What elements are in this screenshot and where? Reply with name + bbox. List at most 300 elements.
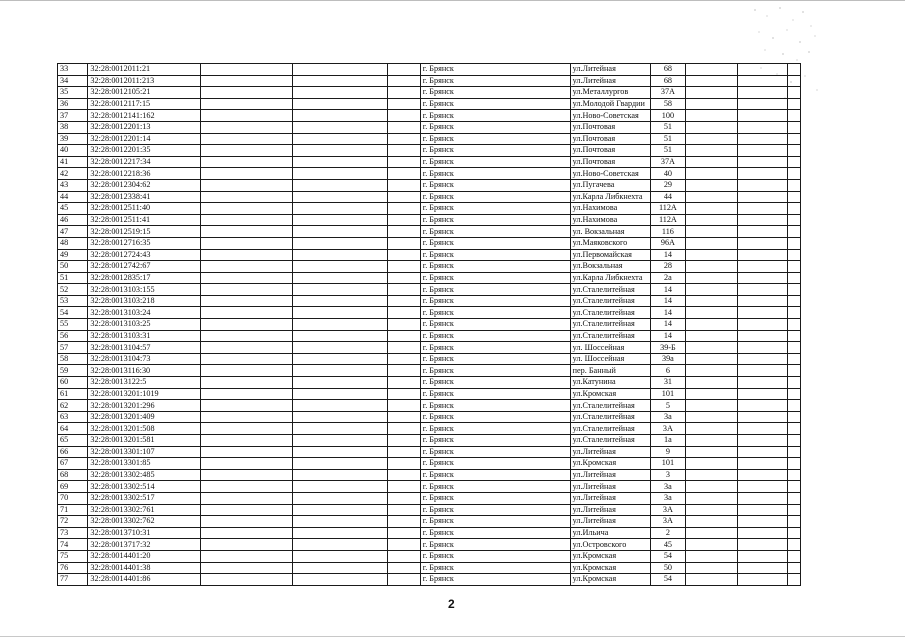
empty-cell [201, 527, 292, 539]
empty-cell [685, 145, 737, 157]
cadastral-number-cell: 32:28:0012338:41 [88, 191, 201, 203]
table-row [58, 191, 801, 203]
city-cell: г. Брянск [420, 226, 570, 238]
row-number-cell: 62 [58, 400, 88, 412]
empty-cell [292, 237, 388, 249]
empty-cell [292, 179, 388, 191]
cadastral-number-cell: 32:28:0013301:107 [88, 446, 201, 458]
empty-cell [685, 295, 737, 307]
city-cell: г. Брянск [420, 516, 570, 528]
house-number-cell: 58 [651, 98, 686, 110]
empty-cell [292, 284, 388, 296]
empty-cell [292, 562, 388, 574]
empty-cell [292, 64, 388, 76]
empty-cell [685, 179, 737, 191]
street-cell: ул.Катунина [570, 377, 650, 389]
empty-cell [737, 481, 787, 493]
empty-cell [388, 423, 421, 435]
house-number-cell: 37А [651, 87, 686, 99]
city-cell: г. Брянск [420, 469, 570, 481]
empty-cell [787, 562, 800, 574]
table-row [58, 469, 801, 481]
empty-cell [787, 121, 800, 133]
row-number-cell: 51 [58, 272, 88, 284]
cadastral-number-cell: 32:28:0013302:517 [88, 492, 201, 504]
house-number-cell: 39а [651, 353, 686, 365]
street-cell: ул.Литейная [570, 516, 650, 528]
empty-cell [388, 75, 421, 87]
empty-cell [292, 226, 388, 238]
table-row [58, 121, 801, 133]
empty-cell [388, 539, 421, 551]
cadastral-number-cell: 32:28:0013710:31 [88, 527, 201, 539]
house-number-cell: 14 [651, 319, 686, 331]
empty-cell [685, 226, 737, 238]
empty-cell [787, 168, 800, 180]
cadastral-number-cell: 32:28:0013201:1019 [88, 388, 201, 400]
empty-cell [737, 191, 787, 203]
city-cell: г. Брянск [420, 377, 570, 389]
empty-cell [201, 388, 292, 400]
row-number-cell: 42 [58, 168, 88, 180]
city-cell: г. Брянск [420, 272, 570, 284]
row-number-cell: 67 [58, 458, 88, 470]
row-number-cell: 76 [58, 562, 88, 574]
empty-cell [201, 504, 292, 516]
table-row [58, 550, 801, 562]
cadastral-number-cell: 32:28:0013104:73 [88, 353, 201, 365]
empty-cell [787, 272, 800, 284]
empty-cell [737, 64, 787, 76]
empty-cell [787, 156, 800, 168]
empty-cell [388, 481, 421, 493]
empty-cell [787, 400, 800, 412]
empty-cell [292, 504, 388, 516]
row-number-cell: 52 [58, 284, 88, 296]
empty-cell [787, 110, 800, 122]
empty-cell [292, 203, 388, 215]
empty-cell [685, 458, 737, 470]
empty-cell [201, 469, 292, 481]
empty-cell [388, 284, 421, 296]
table-row [58, 504, 801, 516]
city-cell: г. Брянск [420, 562, 570, 574]
cadastral-number-cell: 32:28:0012105:21 [88, 87, 201, 99]
street-cell: ул.Кромская [570, 574, 650, 586]
empty-cell [201, 319, 292, 331]
empty-cell [685, 469, 737, 481]
page-top-edge [0, 0, 905, 1]
cadastral-number-cell: 32:28:0013201:581 [88, 435, 201, 447]
street-cell: ул.Вокзальная [570, 261, 650, 273]
empty-cell [685, 261, 737, 273]
empty-cell [388, 388, 421, 400]
empty-cell [292, 156, 388, 168]
empty-cell [787, 492, 800, 504]
cadastral-number-cell: 32:28:0013122:5 [88, 377, 201, 389]
empty-cell [787, 237, 800, 249]
house-number-cell: 37А [651, 156, 686, 168]
empty-cell [201, 156, 292, 168]
empty-cell [388, 133, 421, 145]
empty-cell [737, 516, 787, 528]
city-cell: г. Брянск [420, 133, 570, 145]
street-cell: ул.Почтовая [570, 121, 650, 133]
row-number-cell: 71 [58, 504, 88, 516]
empty-cell [787, 550, 800, 562]
empty-cell [201, 284, 292, 296]
empty-cell [737, 550, 787, 562]
cadastral-number-cell: 32:28:0012141:162 [88, 110, 201, 122]
empty-cell [787, 481, 800, 493]
street-cell: ул.Кромская [570, 388, 650, 400]
empty-cell [737, 87, 787, 99]
empty-cell [201, 249, 292, 261]
empty-cell [201, 87, 292, 99]
table-row [58, 145, 801, 157]
empty-cell [685, 527, 737, 539]
cadastral-number-cell: 32:28:0014401:86 [88, 574, 201, 586]
empty-cell [685, 446, 737, 458]
empty-cell [737, 458, 787, 470]
empty-cell [685, 121, 737, 133]
city-cell: г. Брянск [420, 145, 570, 157]
table-row [58, 261, 801, 273]
street-cell: ул.Литейная [570, 481, 650, 493]
empty-cell [737, 446, 787, 458]
empty-cell [737, 226, 787, 238]
empty-cell [787, 75, 800, 87]
table-row [58, 179, 801, 191]
empty-cell [388, 307, 421, 319]
house-number-cell: 3А [651, 516, 686, 528]
street-cell: ул.Литейная [570, 469, 650, 481]
house-number-cell: 51 [651, 121, 686, 133]
house-number-cell: 54 [651, 574, 686, 586]
city-cell: г. Брянск [420, 179, 570, 191]
row-number-cell: 66 [58, 446, 88, 458]
empty-cell [737, 272, 787, 284]
empty-cell [292, 353, 388, 365]
row-number-cell: 40 [58, 145, 88, 157]
empty-cell [201, 481, 292, 493]
city-cell: г. Брянск [420, 504, 570, 516]
city-cell: г. Брянск [420, 319, 570, 331]
empty-cell [388, 504, 421, 516]
house-number-cell: 51 [651, 145, 686, 157]
row-number-cell: 46 [58, 214, 88, 226]
empty-cell [787, 435, 800, 447]
house-number-cell: 101 [651, 388, 686, 400]
empty-cell [685, 539, 737, 551]
empty-cell [685, 504, 737, 516]
empty-cell [292, 377, 388, 389]
empty-cell [685, 435, 737, 447]
street-cell: ул.Маяковского [570, 237, 650, 249]
empty-cell [388, 295, 421, 307]
empty-cell [292, 481, 388, 493]
house-number-cell: 3 [651, 469, 686, 481]
empty-cell [292, 527, 388, 539]
empty-cell [388, 64, 421, 76]
street-cell: ул.Литейная [570, 75, 650, 87]
table-row [58, 516, 801, 528]
house-number-cell: 1а [651, 435, 686, 447]
empty-cell [787, 307, 800, 319]
cadastral-number-cell: 32:28:0012117:15 [88, 98, 201, 110]
empty-cell [292, 145, 388, 157]
empty-cell [685, 214, 737, 226]
city-cell: г. Брянск [420, 388, 570, 400]
city-cell: г. Брянск [420, 342, 570, 354]
street-cell: ул. Вокзальная [570, 226, 650, 238]
empty-cell [787, 469, 800, 481]
empty-cell [388, 516, 421, 528]
cadastral-number-cell: 32:28:0012218:36 [88, 168, 201, 180]
house-number-cell: 116 [651, 226, 686, 238]
page-bottom-edge [0, 636, 905, 637]
house-number-cell: 100 [651, 110, 686, 122]
empty-cell [388, 226, 421, 238]
house-number-cell: 44 [651, 191, 686, 203]
empty-cell [737, 110, 787, 122]
empty-cell [388, 400, 421, 412]
empty-cell [388, 145, 421, 157]
street-cell: пер. Банный [570, 365, 650, 377]
empty-cell [737, 492, 787, 504]
empty-cell [201, 435, 292, 447]
table-row [58, 87, 801, 99]
table-row [58, 330, 801, 342]
empty-cell [388, 435, 421, 447]
empty-cell [292, 342, 388, 354]
house-number-cell: 101 [651, 458, 686, 470]
row-number-cell: 53 [58, 295, 88, 307]
table-row [58, 388, 801, 400]
empty-cell [787, 342, 800, 354]
empty-cell [685, 481, 737, 493]
row-number-cell: 64 [58, 423, 88, 435]
row-number-cell: 55 [58, 319, 88, 331]
cadastral-number-cell: 32:28:0012011:213 [88, 75, 201, 87]
empty-cell [787, 446, 800, 458]
row-number-cell: 75 [58, 550, 88, 562]
empty-cell [787, 64, 800, 76]
empty-cell [737, 377, 787, 389]
empty-cell [292, 87, 388, 99]
house-number-cell: 40 [651, 168, 686, 180]
empty-cell [787, 539, 800, 551]
table-row [58, 319, 801, 331]
table-row [58, 237, 801, 249]
empty-cell [737, 435, 787, 447]
table-row [58, 249, 801, 261]
empty-cell [201, 458, 292, 470]
table-row [58, 435, 801, 447]
city-cell: г. Брянск [420, 307, 570, 319]
city-cell: г. Брянск [420, 492, 570, 504]
cadastral-number-cell: 32:28:0014401:38 [88, 562, 201, 574]
empty-cell [787, 261, 800, 273]
empty-cell [201, 75, 292, 87]
empty-cell [685, 562, 737, 574]
empty-cell [737, 504, 787, 516]
cadastral-number-cell: 32:28:0012201:35 [88, 145, 201, 157]
empty-cell [388, 342, 421, 354]
cadastral-number-cell: 32:28:0013302:485 [88, 469, 201, 481]
table-row [58, 353, 801, 365]
table-row [58, 411, 801, 423]
empty-cell [737, 261, 787, 273]
empty-cell [685, 342, 737, 354]
empty-cell [737, 237, 787, 249]
empty-cell [737, 353, 787, 365]
empty-cell [787, 527, 800, 539]
empty-cell [737, 469, 787, 481]
house-number-cell: 14 [651, 249, 686, 261]
cadastral-number-cell: 32:28:0013717:32 [88, 539, 201, 551]
empty-cell [737, 365, 787, 377]
empty-cell [685, 110, 737, 122]
house-number-cell: 3А [651, 423, 686, 435]
street-cell: ул.Нахимова [570, 203, 650, 215]
empty-cell [292, 365, 388, 377]
city-cell: г. Брянск [420, 168, 570, 180]
empty-cell [201, 121, 292, 133]
row-number-cell: 39 [58, 133, 88, 145]
empty-cell [201, 574, 292, 586]
empty-cell [201, 516, 292, 528]
city-cell: г. Брянск [420, 435, 570, 447]
row-number-cell: 43 [58, 179, 88, 191]
empty-cell [292, 272, 388, 284]
house-number-cell: 9 [651, 446, 686, 458]
street-cell: ул.Первомайская [570, 249, 650, 261]
city-cell: г. Брянск [420, 64, 570, 76]
table-row [58, 574, 801, 586]
cadastral-number-cell: 32:28:0012724:43 [88, 249, 201, 261]
row-number-cell: 69 [58, 481, 88, 493]
empty-cell [787, 179, 800, 191]
cadastral-number-cell: 32:28:0012511:40 [88, 203, 201, 215]
row-number-cell: 56 [58, 330, 88, 342]
table-row [58, 133, 801, 145]
street-cell: ул.Ново-Советская [570, 168, 650, 180]
street-cell: ул.Кромская [570, 562, 650, 574]
table-row [58, 284, 801, 296]
table-row [58, 307, 801, 319]
empty-cell [292, 423, 388, 435]
empty-cell [292, 388, 388, 400]
cadastral-number-cell: 32:28:0012511:41 [88, 214, 201, 226]
empty-cell [787, 330, 800, 342]
row-number-cell: 54 [58, 307, 88, 319]
table-row [58, 110, 801, 122]
empty-cell [685, 411, 737, 423]
row-number-cell: 44 [58, 191, 88, 203]
registry-table [57, 63, 801, 586]
row-number-cell: 38 [58, 121, 88, 133]
row-number-cell: 60 [58, 377, 88, 389]
empty-cell [737, 121, 787, 133]
cadastral-number-cell: 32:28:0013201:296 [88, 400, 201, 412]
row-number-cell: 58 [58, 353, 88, 365]
row-number-cell: 72 [58, 516, 88, 528]
empty-cell [685, 284, 737, 296]
street-cell: ул.Почтовая [570, 133, 650, 145]
cadastral-number-cell: 32:28:0013103:218 [88, 295, 201, 307]
empty-cell [737, 203, 787, 215]
empty-cell [201, 539, 292, 551]
city-cell: г. Брянск [420, 237, 570, 249]
table-row [58, 168, 801, 180]
street-cell: ул.Кромская [570, 550, 650, 562]
empty-cell [388, 377, 421, 389]
empty-cell [201, 203, 292, 215]
empty-cell [292, 261, 388, 273]
empty-cell [737, 98, 787, 110]
empty-cell [201, 550, 292, 562]
city-cell: г. Брянск [420, 539, 570, 551]
empty-cell [388, 261, 421, 273]
empty-cell [787, 458, 800, 470]
empty-cell [685, 377, 737, 389]
city-cell: г. Брянск [420, 249, 570, 261]
table-row [58, 400, 801, 412]
empty-cell [685, 516, 737, 528]
empty-cell [787, 295, 800, 307]
house-number-cell: 3А [651, 504, 686, 516]
empty-cell [787, 319, 800, 331]
house-number-cell: 14 [651, 330, 686, 342]
empty-cell [201, 237, 292, 249]
table-row [58, 98, 801, 110]
row-number-cell: 37 [58, 110, 88, 122]
street-cell: ул.Карла Либкнехта [570, 272, 650, 284]
row-number-cell: 74 [58, 539, 88, 551]
row-number-cell: 57 [58, 342, 88, 354]
street-cell: ул.Карла Либкнехта [570, 191, 650, 203]
empty-cell [292, 121, 388, 133]
empty-cell [388, 319, 421, 331]
empty-cell [685, 203, 737, 215]
cadastral-number-cell: 32:28:0013301:85 [88, 458, 201, 470]
empty-cell [737, 330, 787, 342]
empty-cell [201, 110, 292, 122]
empty-cell [787, 411, 800, 423]
empty-cell [737, 145, 787, 157]
empty-cell [685, 307, 737, 319]
city-cell: г. Брянск [420, 411, 570, 423]
empty-cell [201, 411, 292, 423]
street-cell: ул.Нахимова [570, 214, 650, 226]
row-number-cell: 73 [58, 527, 88, 539]
cadastral-number-cell: 32:28:0012742:67 [88, 261, 201, 273]
house-number-cell: 3а [651, 492, 686, 504]
empty-cell [787, 249, 800, 261]
house-number-cell: 2а [651, 272, 686, 284]
street-cell: ул.Сталелитейная [570, 319, 650, 331]
street-cell: ул.Островского [570, 539, 650, 551]
house-number-cell: 39-Б [651, 342, 686, 354]
table-row [58, 562, 801, 574]
empty-cell [388, 98, 421, 110]
empty-cell [292, 133, 388, 145]
empty-cell [737, 574, 787, 586]
empty-cell [685, 423, 737, 435]
empty-cell [388, 527, 421, 539]
table-row [58, 75, 801, 87]
